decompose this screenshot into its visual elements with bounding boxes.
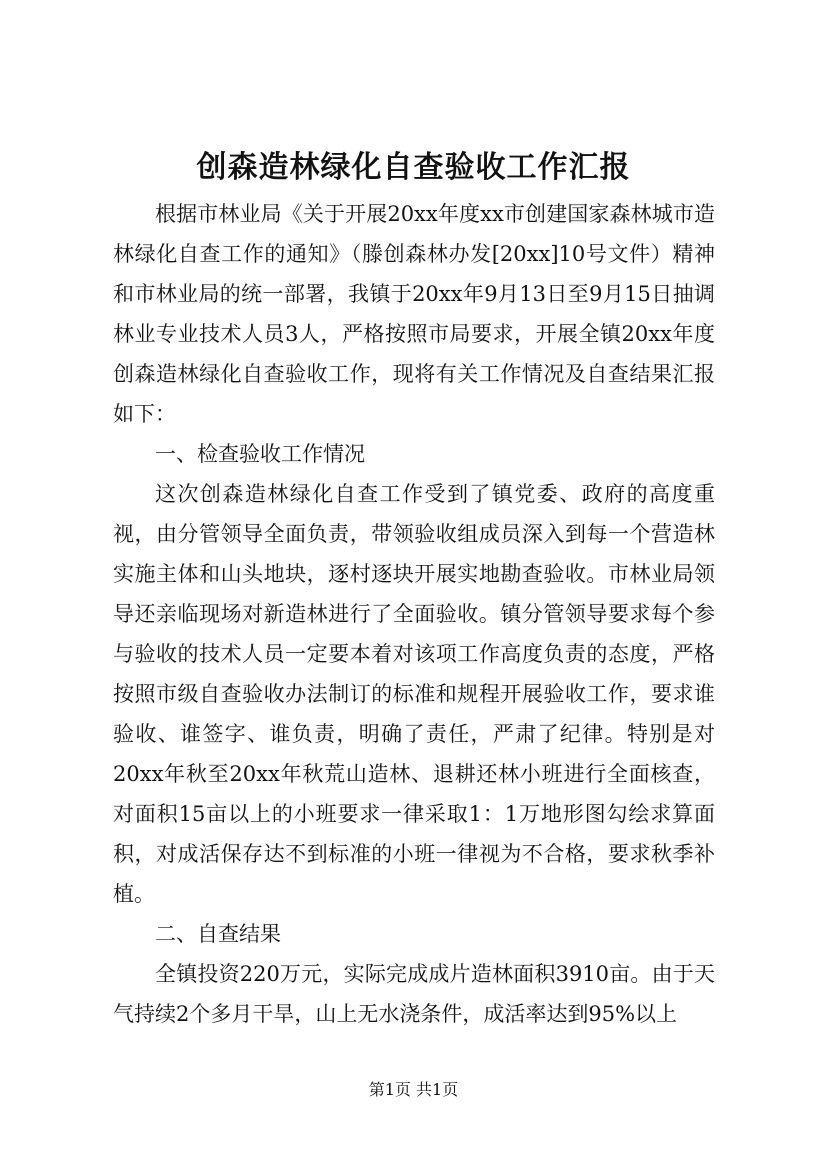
section-heading-results: 二、自查结果 (155, 922, 281, 946)
intro-paragraph: 根据市林业局《关于开展20xx年度xx市创建国家森林城市造林绿化自查工作的通知》（滕创森林办发[20xx]10号文件）精神和市林业局的统一部署，我镇于20xx年9月13日至9月15日抽调林业专业技术人员3人，严格按照市局要求，开展全镇20xx年度创森造林绿化自查验收工作，现将有关工作情况及自查结果汇报如下： (113, 202, 715, 426)
document-body (113, 194, 715, 1034)
inspection-paragraph: 这次创森造林绿化自查工作受到了镇党委、政府的高度重视，由分管领导全面负责，带领验收组成员深入到每一个营造林实施主体和山头地块，逐村逐块开展实地勘查验收。市林业局领导还亲临现场对新造林进行了全面验收。镇分管领导要求每个参与验收的技术人员一定要本着对该项工作高度负责的态度，严格按照市级自查验收办法制订的标准和规程开展验收工作，要求谁验收、谁签字、谁负责，明确了责任，严肃了纪律。特别是对20xx年秋至20xx年秋荒山造林、退耕还林小班进行全面核查，对面积15亩以上的小班要求一律采取1：1万地形图勾绘求算面积，对成活保存达不到标准的小班一律视为不合格，要求秋季补植。 (113, 482, 715, 906)
results-paragraph: 全镇投资220万元，实际完成成片造林面积3910亩。由于天气持续2个多月干旱，山上无水浇条件，成活率达到95%以上 (113, 962, 715, 1026)
section-heading-inspection: 一、检查验收工作情况 (155, 442, 365, 466)
page-footer: 第1页 共1页 (368, 1080, 459, 1099)
document-title: 创森造林绿化自查验收工作汇报 (196, 150, 631, 185)
